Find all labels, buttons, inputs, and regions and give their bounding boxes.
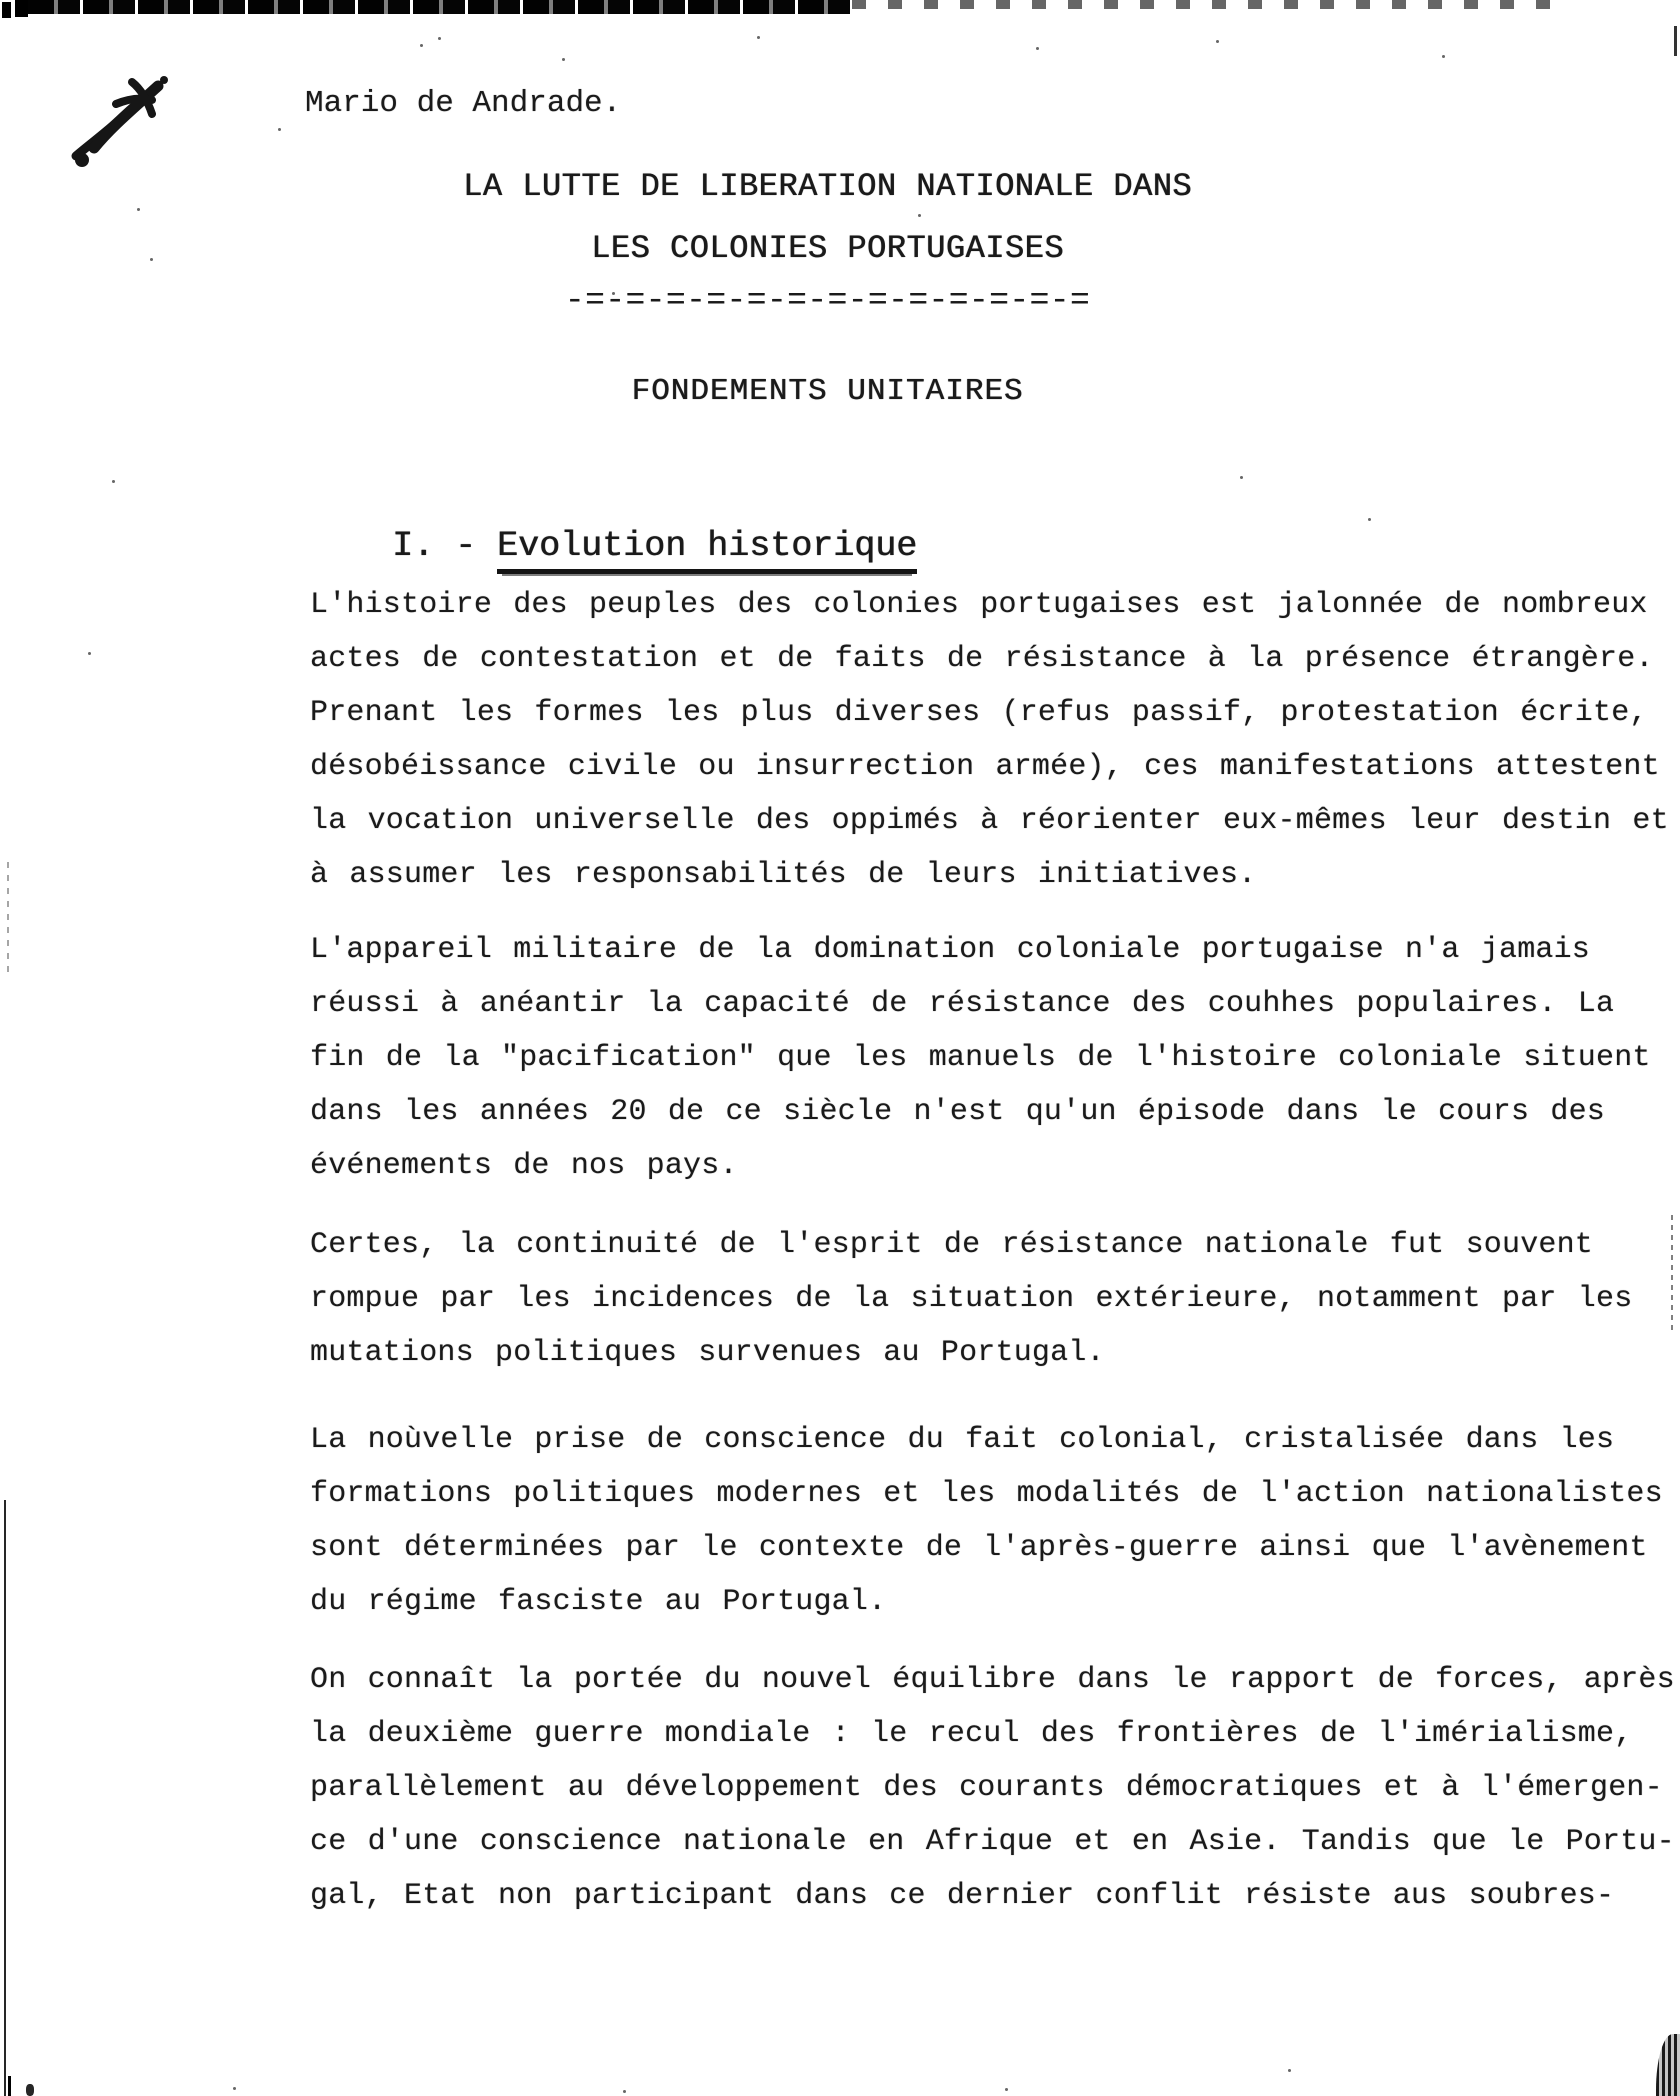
typed-line: dans les années 20 de ce siècle n'est qu'un épisode dans le cours des [310,1095,1606,1129]
typed-line: à assumer les responsabilités de leurs initiatives. [310,858,1257,892]
scan-speck [112,480,115,483]
typed-line: La noùvelle prise de conscience du fait colonial, cristalisée dans les [310,1423,1615,1457]
section-number: I. - [392,526,498,566]
typed-line: actes de contestation et de faits de résistance à la présence étrangère. [310,642,1654,676]
typed-line: événements de nos pays. [310,1149,738,1183]
scan-speck [1240,476,1243,479]
typed-line: L'histoire des peuples des colonies portugaises est jalonnée de nombreux [310,588,1648,622]
scan-speck [137,208,140,211]
document-title-line-2: LES COLONIES PORTUGAISES [591,230,1064,267]
paragraph-2 [310,923,1651,1193]
typed-line: désobéissance civile ou insurrection armée), ces manifestations attestent [310,750,1660,784]
scan-speck [918,214,921,217]
paragraph-4 [310,1413,1663,1629]
scan-corner-blob-bottom-right [1656,2034,1680,2096]
document-subtitle: FONDEMENTS UNITAIRES [631,374,1024,409]
typed-line: On connaît la portée du nouvel équilibre dans le rapport de forces, après [310,1663,1675,1697]
scan-speck [1442,55,1445,58]
ink-scribble [58,58,188,178]
scan-speck [1005,2088,1008,2091]
scan-edge-strip-top-right [852,0,1552,9]
scan-edge-line-left [4,1500,6,2096]
title-decorative-rule: -=-=-=-=-=-=-=-=-=-=-=-=-= [564,282,1091,319]
typed-line: Prenant les formes les plus diverses (refus passif, protestation écrite, [310,696,1648,730]
scan-corner-mark [15,0,28,17]
author-line: Mario de Andrade. [305,86,622,121]
scan-speck [1036,47,1039,50]
typed-line: la vocation universelle des oppimés à réorienter eux-mêmes leur destin et [310,804,1669,838]
scan-corner-mark [2,2,11,18]
scan-edge-strip-top-left [28,0,850,14]
typed-line: ce d'une conscience nationale en Afrique et en Asie. Tandis que le Portu- [310,1825,1675,1859]
scan-corner-mark-bottom-left [8,2076,11,2096]
scan-speck [623,2090,626,2093]
typed-line: rompue par les incidences de la situation extérieure, notamment par les [310,1282,1633,1316]
scan-speck [757,36,760,39]
scan-speck [88,652,91,655]
document-title-line-1: LA LUTTE DE LIBERATION NATIONALE DANS [462,168,1192,205]
typed-line: parallèlement au développement des courants démocratiques et à l'émergen- [310,1771,1663,1805]
scan-edge-mark-right [1674,26,1677,56]
typed-line: sont déterminées par le contexte de l'après-guerre ainsi que l'avènement [310,1531,1648,1565]
typed-line: gal, Etat non participant dans ce dernier conflit résiste aus soubres- [310,1879,1615,1913]
paragraph-3 [310,1218,1632,1380]
scan-speck [420,44,423,47]
typed-line: du régime fasciste au Portugal. [310,1585,887,1619]
scan-speck [278,128,281,131]
scan-speck [150,258,153,261]
typed-line: L'appareil militaire de la domination coloniale portugaise n'a jamais [310,933,1591,967]
scan-corner-mark-bottom-left [26,2084,34,2096]
scan-speck [233,2087,236,2090]
scan-speck [562,58,565,61]
scan-speck [1288,2069,1291,2072]
scan-edge-dashes-left [7,862,9,972]
section-heading-text: Evolution historique [497,526,917,574]
typed-line: fin de la "pacification" que les manuels de l'histoire coloniale situent [310,1041,1651,1075]
typed-line: réussi à anéantir la capacité de résistance des couhhes populaires. La [310,987,1615,1021]
paragraph-1 [310,578,1669,902]
scan-speck [1216,40,1219,43]
typed-line: formations politiques modernes et les modalités de l'action nationalistes [310,1477,1663,1511]
scan-speck [438,37,441,40]
typed-line: mutations politiques survenues au Portugal. [310,1336,1105,1370]
paragraph-5 [310,1653,1675,1923]
typed-line: Certes, la continuité de l'esprit de résistance nationale fut souvent [310,1228,1594,1262]
ink-scribble-drawing [58,58,188,178]
scan-edge-dashes-right [1671,1215,1673,1335]
scan-speck [1368,518,1371,521]
typed-line: la deuxième guerre mondiale : le recul des frontières de l'imérialisme, [310,1717,1633,1751]
